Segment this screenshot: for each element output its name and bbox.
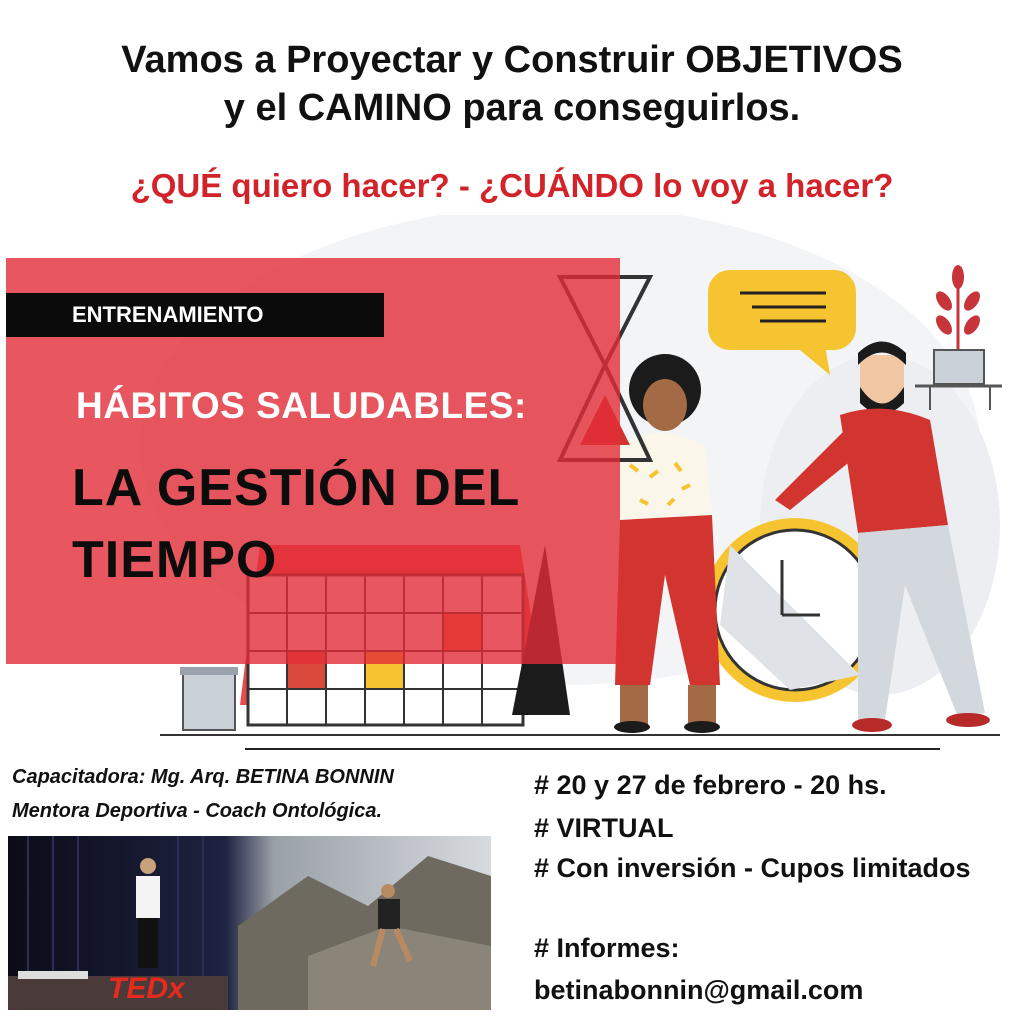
headline-line-2: y el CAMINO para conseguirlos. — [223, 87, 801, 129]
category-tag: ENTRENAMIENTO — [6, 293, 384, 337]
contact-email[interactable]: betinabonnin@gmail.com — [534, 975, 864, 1005]
trainer-role: Mentora Deportiva - Coach Ontológica. — [12, 800, 383, 822]
plant-pot-icon — [180, 667, 238, 730]
banner-subtitle: HÁBITOS SALUDABLES: — [76, 385, 527, 426]
contact-label: # Informes: — [534, 933, 680, 963]
tedx-logo: TEDx — [108, 972, 185, 1005]
section-divider — [245, 748, 940, 750]
banner-title-line-1: LA GESTIÓN DEL — [72, 459, 521, 517]
trainer-photo — [8, 836, 491, 1010]
event-mode: # VIRTUAL — [534, 813, 674, 843]
event-dates: # 20 y 27 de febrero - 20 hs. — [534, 770, 887, 800]
question-subtitle: ¿QUÉ quiero hacer? - ¿CUÁNDO lo voy a hacer? — [130, 167, 894, 204]
banner-title-line-2: TIEMPO — [72, 531, 278, 589]
trainer-name: Capacitadora: Mg. Arq. BETINA BONNIN — [12, 766, 394, 788]
event-price: # Con inversión - Cupos limitados — [534, 853, 971, 883]
headline-line-1: Vamos a Proyectar y Construir OBJETIVOS — [121, 39, 903, 81]
